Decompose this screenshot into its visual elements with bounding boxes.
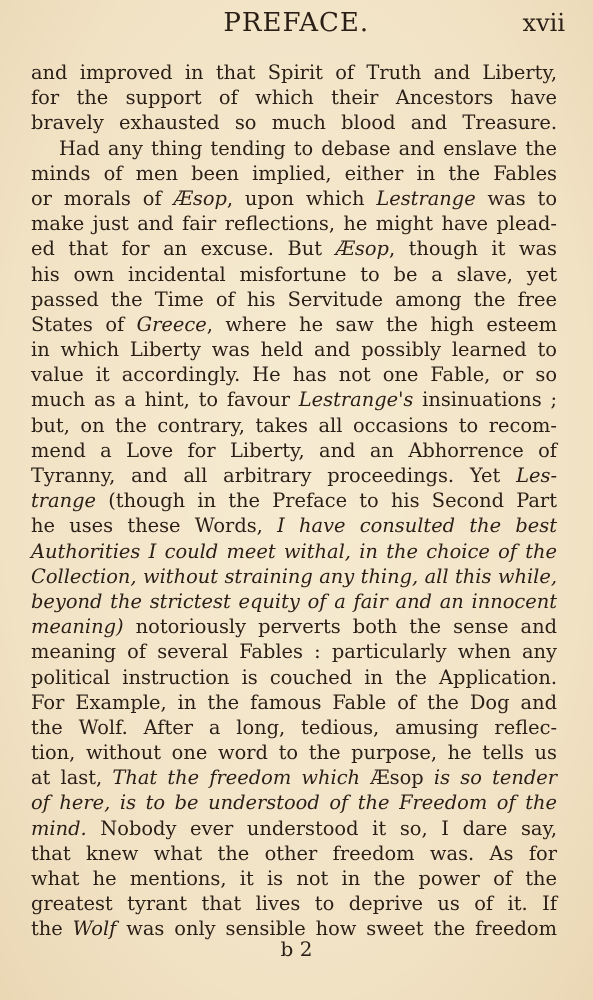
text-line [31, 60, 557, 85]
text-segment: meaning of several Fables : particularly when any [31, 640, 557, 664]
text-segment: , upon which [226, 186, 377, 210]
text-segment: ed that for an excuse. But [31, 237, 336, 261]
italic-text: Les- [516, 464, 557, 487]
text-line [31, 816, 557, 841]
text-segment: passed the Time of his Servitude among the free [31, 287, 557, 311]
italic-text: That the freedom which [112, 766, 361, 790]
text-segment: or morals of [31, 186, 174, 210]
text-line [31, 262, 557, 287]
text-segment: for the support of which their Ancestors have [31, 86, 557, 110]
text-segment: value it accordingly. He has not one Fable, or so [31, 363, 557, 387]
italic-text: Greece [136, 312, 207, 336]
text-line [31, 765, 557, 790]
text-segment: his own incidental misfortune to be a slave, yet [31, 262, 557, 286]
page-number: xvii [522, 9, 565, 37]
running-header [30, 8, 565, 44]
text-line [31, 866, 557, 891]
text-line [31, 413, 557, 438]
text-line [31, 110, 557, 135]
text-line [31, 513, 557, 538]
text-segment: was only sensible how sweet the freedom [116, 917, 557, 941]
text-segment: , where he saw the high esteem [206, 312, 557, 336]
running-title: PREFACE. [223, 8, 370, 38]
text-line [31, 438, 557, 463]
text-line [31, 790, 557, 815]
text-line [31, 387, 557, 412]
text-segment: was to [475, 186, 557, 210]
text-segment: at last, [31, 766, 113, 790]
text-segment: For Example, in the famous Fable of the Dog and [31, 690, 557, 714]
text-line [31, 362, 557, 387]
text-segment: States of [31, 312, 137, 336]
text-segment: Æsop [360, 766, 434, 790]
text-segment: minds of men been implied, either in the Fables [31, 161, 557, 185]
text-segment: make just and fair reflections, he might have plead- [31, 212, 557, 236]
text-segment: mend a Love for Liberty, and an Abhorrence of [31, 438, 557, 462]
text-line [31, 589, 557, 614]
text-line [31, 891, 557, 916]
italic-text: mind. [31, 816, 87, 840]
italic-text: Æsop [335, 237, 389, 261]
text-line [31, 665, 557, 690]
text-line [31, 463, 557, 488]
text-segment: bravely exhausted so much blood and Treasure. [31, 111, 557, 135]
italic-text: Collection, without straining any thing, all this while, [31, 564, 557, 588]
text-line [31, 715, 557, 740]
text-segment: tion, without one word to the purpose, he tells us [31, 741, 557, 765]
text-segment: much as a hint, to favour [31, 388, 299, 412]
text-segment: Had any thing tending to debase and enslave the [59, 136, 557, 160]
text-line [31, 740, 557, 765]
text-segment: political instruction is couched in the Application. [31, 665, 557, 689]
italic-text: is so tender [433, 766, 557, 790]
italic-text: Æsop [173, 186, 227, 210]
text-segment: that knew what the other freedom was. As for [31, 841, 557, 865]
italic-text: I have consulted the best [277, 514, 557, 538]
text-line [31, 211, 557, 236]
italic-text: of here, is to be understood of the Freedom of the [31, 791, 557, 815]
text-segment: insinuations ; [413, 388, 557, 412]
italic-text: beyond the strictest equity of a fair and an innocent [31, 589, 557, 613]
text-segment: greatest tyrant that lives to deprive us of it. If [31, 892, 557, 916]
text-segment: notoriously perverts both the sense and [123, 615, 557, 639]
text-segment: Nobody ever understood it so, I dare say, [86, 816, 557, 840]
text-segment: the Wolf. After a long, tedious, amusing reflec- [31, 715, 557, 739]
signature-mark: b 2 [280, 937, 313, 961]
text-line [31, 85, 557, 110]
body-text [31, 60, 557, 942]
text-line [31, 236, 557, 261]
text-segment: he uses these Words, [31, 514, 278, 538]
text-segment: but, on the contrary, takes all occasions to recom- [31, 413, 557, 437]
text-line [31, 161, 557, 186]
italic-text: Lestrange [376, 186, 476, 210]
text-segment: the [31, 917, 73, 941]
text-line [31, 287, 557, 312]
text-segment: Tyranny, and all arbitrary proceedings. Yet [31, 464, 517, 487]
text-segment: in which Liberty was held and possibly learned to [31, 338, 557, 362]
italic-text: Authorities I could meet withal, in the choice of the [31, 539, 557, 563]
italic-text: trange [31, 489, 96, 513]
italic-text: Wolf [72, 917, 117, 941]
text-segment: (though in the Preface to his Second Part [96, 489, 557, 513]
text-segment: , though it was [388, 237, 557, 261]
text-line [31, 564, 557, 589]
italic-text: meaning) [31, 615, 124, 639]
text-line [31, 337, 557, 362]
text-line [31, 841, 557, 866]
text-line [31, 639, 557, 664]
text-segment: and improved in that Spirit of Truth and Liberty, [31, 61, 557, 84]
text-segment: what he mentions, it is not in the power of the [31, 867, 557, 890]
text-line [31, 312, 557, 337]
text-line [31, 136, 557, 161]
text-line [31, 539, 557, 564]
italic-text: Lestrange's [298, 388, 414, 412]
text-line [31, 690, 557, 715]
text-line [31, 186, 557, 211]
text-line [31, 614, 557, 639]
text-line [31, 488, 557, 513]
